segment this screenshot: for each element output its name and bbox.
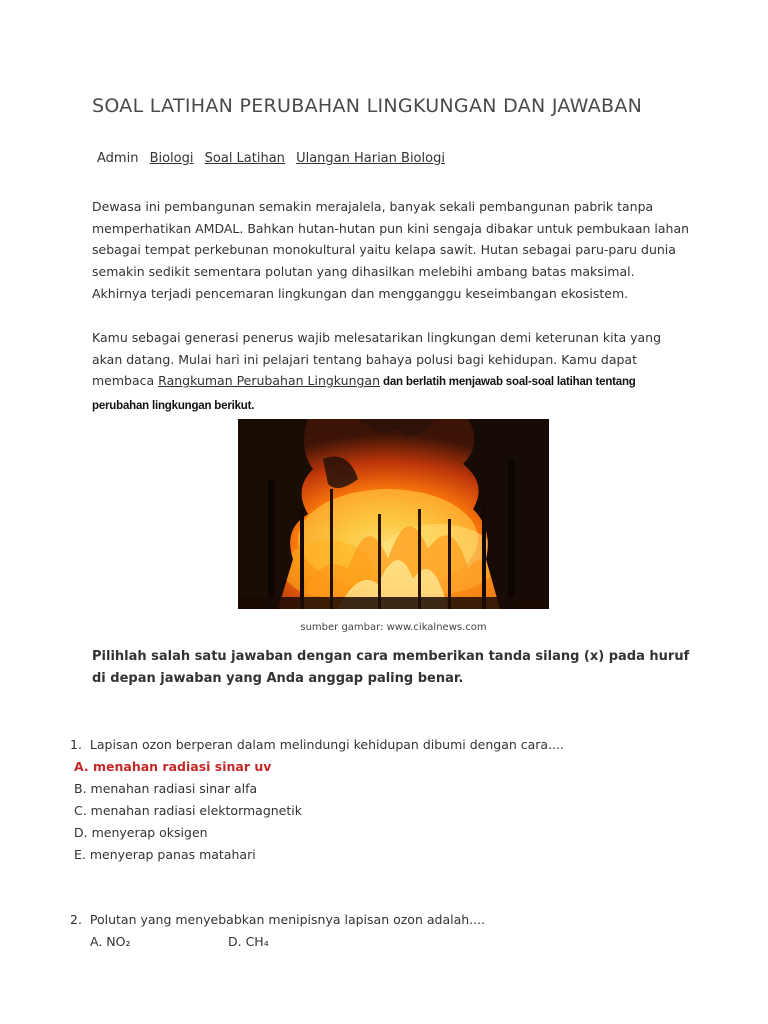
- option-1a-answer: A. menahan radiasi sinar uv: [74, 759, 272, 774]
- forest-fire-photo: [238, 419, 549, 609]
- intro-paragraph-2-text: Kamu sebagai generasi penerus wajib melesatarikan lingkungan demi keterunan kita yang akan datang. Mulai hari ini pelajari tentang bahaya polusi bagi kehidupan. Kamu dapat membaca: [92, 330, 662, 389]
- image-caption: sumber gambar: www.cikalnews.com: [300, 622, 487, 633]
- option-2d: D. CH₄: [228, 934, 269, 949]
- question-1: [70, 734, 564, 756]
- author-name: Admin: [97, 151, 139, 166]
- category-link-ulangan-harian[interactable]: Ulangan Harian Biologi: [296, 151, 445, 166]
- question-number: 1.: [70, 737, 82, 752]
- question-2: [70, 909, 485, 931]
- instructions: Pilihlah salah satu jawaban dengan cara memberikan tanda silang (x) pada huruf di depan jawaban yang Anda anggap paling benar.: [92, 649, 690, 686]
- option-1d: D. menyerap oksigen: [74, 825, 208, 840]
- intro-paragraph-1: Dewasa ini pembangunan semakin merajalela, banyak sekali pembangunan pabrik tanpa memperhatikan AMDAL. Bahkan hutan-hutan pun kini sengaja dibakar untuk pembukaan lahan sebagai tempat perkebunan monokultural yaitu kelapa sawit. Hutan sebagai paru-paru dunia semakin sedikit sementara polutan yang dihasilkan melebihi ambang batas maksimal. Akhirnya terjadi pencemaran lingkungan dan mengganggu keseimbangan ekosistem.: [92, 199, 690, 301]
- option-1b: B. menahan radiasi sinar alfa: [74, 781, 258, 796]
- intro-paragraph-2-end: dan berlatih menjawab soal-soal latihan tentang perubahan lingkungan berikut.: [92, 376, 636, 413]
- option-2a: A. NO₂: [90, 934, 131, 949]
- option-1c: C. menahan radiasi elektormagnetik: [74, 803, 302, 818]
- question-number: 2.: [70, 912, 82, 927]
- article-title: SOAL LATIHAN PERUBAHAN LINGKUNGAN DAN JAWABAN: [92, 95, 643, 117]
- category-link-biologi[interactable]: Biologi: [149, 151, 194, 166]
- question-text: Polutan yang menyebabkan menipisnya lapisan ozon adalah....: [89, 912, 486, 927]
- article-meta: [97, 150, 445, 168]
- category-link-soal-latihan[interactable]: Soal Latihan: [204, 151, 285, 166]
- question-text: Lapisan ozon berperan dalam melindungi kehidupan dibumi dengan cara....: [89, 737, 564, 752]
- intro-paragraph-2: [92, 327, 692, 418]
- rangkuman-link[interactable]: Rangkuman Perubahan Lingkungan: [158, 373, 381, 389]
- option-1e: E. menyerap panas matahari: [74, 847, 256, 862]
